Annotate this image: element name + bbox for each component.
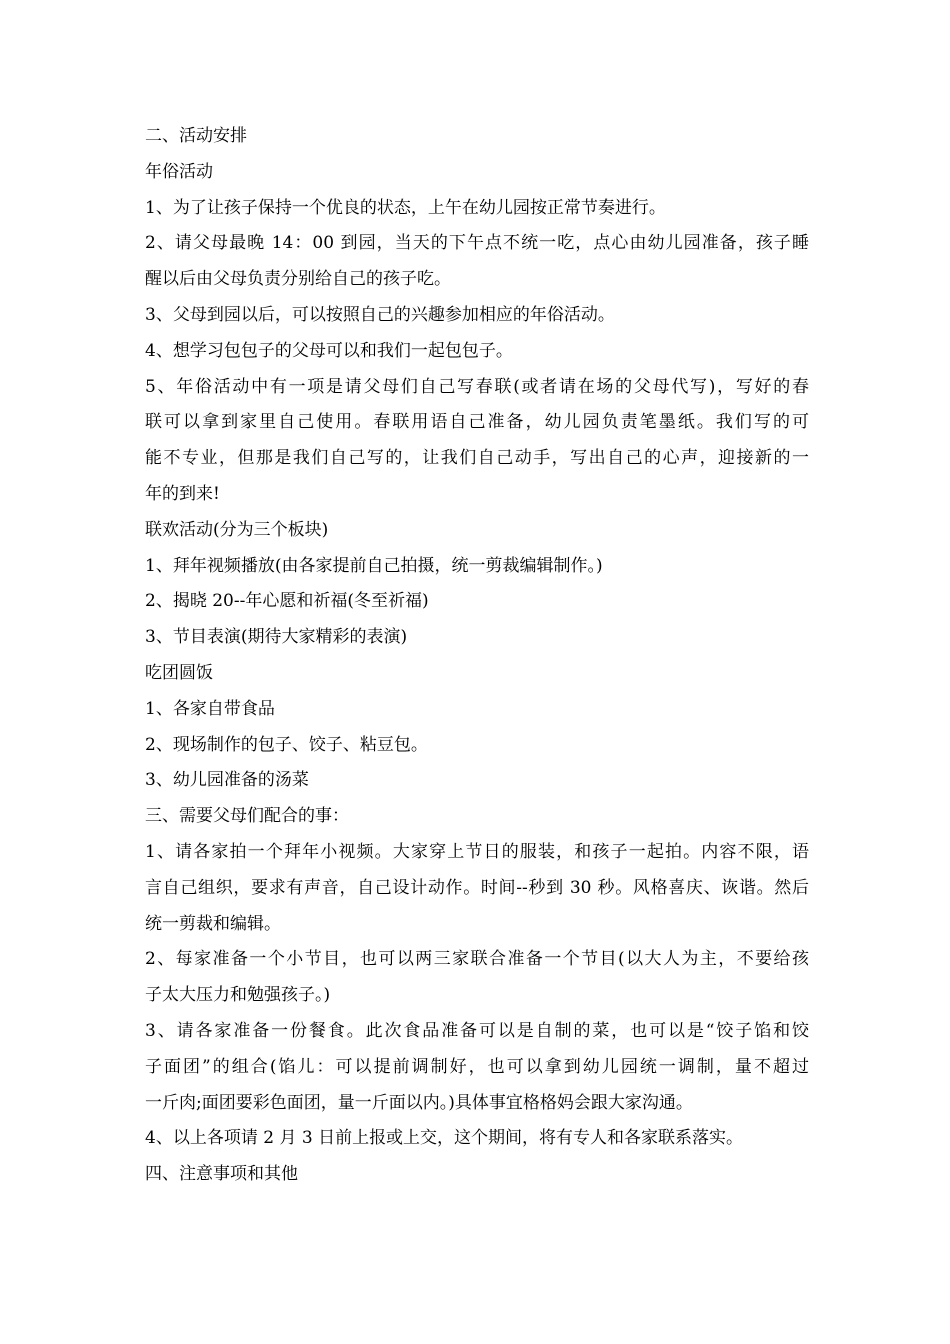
text-line: 1、请各家拍一个拜年小视频。大家穿上节日的服装，和孩子一起拍。内容不限，语 — [145, 841, 809, 862]
text-line: 3、幼儿园准备的汤菜 — [145, 770, 309, 791]
text-line: 5、年俗活动中有一项是请父母们自己写春联(或者请在场的父母代写)，写好的春 — [145, 376, 809, 397]
text-line: 年的到来! — [145, 483, 220, 504]
text-line: 3、节目表演(期待大家精彩的表演) — [145, 627, 408, 648]
text-line: 3、请各家准备一份餐食。此次食品准备可以是自制的菜，也可以是“饺子馅和饺 — [145, 1020, 809, 1041]
text-line: 能不专业，但那是我们自己写的，让我们自己动手，写出自己的心声，迎接新的一 — [145, 448, 809, 469]
text-line: 1、为了让孩子保持一个优良的状态，上午在幼儿园按正常节奏进行。 — [145, 197, 666, 218]
text-line: 吃团圆饭 — [145, 662, 213, 683]
text-line: 三、需要父母们配合的事： — [145, 806, 349, 827]
text-line: 联欢活动(分为三个板块) — [145, 519, 329, 540]
text-line: 2、现场制作的包子、饺子、粘豆包。 — [145, 734, 428, 755]
text-line: 一斤肉;面团要彩色面团，量一斤面以内。)具体事宜格格妈会跟大家沟通。 — [145, 1092, 693, 1113]
text-line: 2、揭晓 20--年心愿和祈福(冬至祈福) — [145, 591, 429, 612]
text-line: 子太大压力和勉强孩子。) — [145, 985, 331, 1006]
text-line: 2、每家准备一个小节目，也可以两三家联合准备一个节目(以大人为主，不要给孩 — [145, 949, 809, 970]
text-line: 1、各家自带食品 — [145, 698, 275, 719]
document-body — [145, 119, 809, 1193]
text-line: 4、想学习包包子的父母可以和我们一起包包子。 — [145, 340, 513, 361]
text-line: 4、以上各项请 2 月 3 日前上报或上交，这个期间，将有专人和各家联系落实。 — [145, 1128, 744, 1149]
text-line: 言自己组织，要求有声音，自己设计动作。时间--秒到 30 秒。风格喜庆、诙谐。然后 — [145, 877, 809, 898]
text-line: 统一剪裁和编辑。 — [145, 913, 281, 934]
text-line: 子面团”的组合(馅儿：可以提前调制好，也可以拿到幼儿园统一调制，量不超过 — [145, 1056, 809, 1077]
text-line: 四、注意事项和其他 — [145, 1164, 298, 1185]
text-line: 醒以后由父母负责分别给自己的孩子吃。 — [145, 269, 451, 290]
text-line: 年俗活动 — [145, 161, 213, 182]
text-line: 二、活动安排 — [145, 126, 247, 146]
text-line: 2、请父母最晚 14：00 到园，当天的下午点不统一吃，点心由幼儿园准备，孩子睡 — [145, 233, 809, 254]
text-line: 3、父母到园以后，可以按照自己的兴趣参加相应的年俗活动。 — [145, 304, 615, 325]
text-line: 1、拜年视频播放(由各家提前自己拍摄，统一剪裁编辑制作。) — [145, 555, 603, 576]
text-line: 联可以拿到家里自己使用。春联用语自己准备，幼儿园负责笔墨纸。我们写的可 — [145, 412, 809, 433]
